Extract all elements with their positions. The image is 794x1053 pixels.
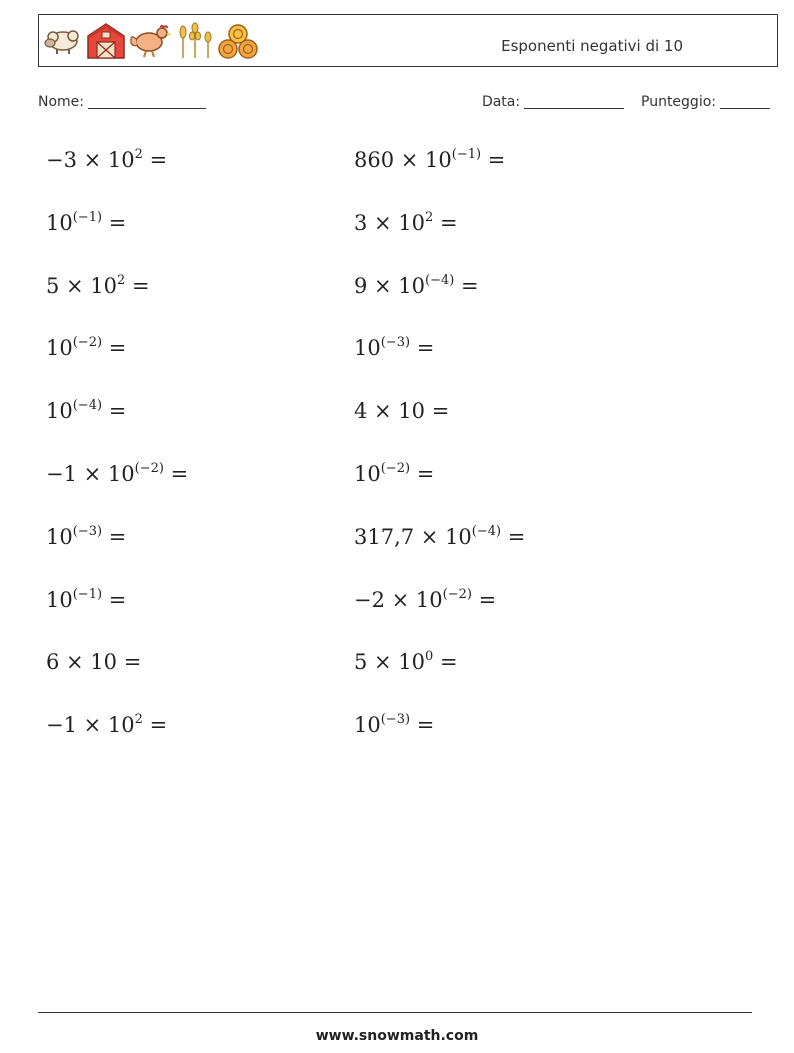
problem-base: 860 × 10 [354,148,452,172]
problem-base: 10 [46,210,73,235]
problem-base: 10 [46,524,73,549]
problem-equals: = [433,210,458,235]
problem-exponent: (−3) [380,335,411,351]
problem-exponent: (−1) [451,147,482,162]
problem-base: 317,7 × 10 [354,524,472,549]
date-blank[interactable] [524,94,624,109]
date-score-fields [482,94,770,110]
problem-exponent: (−2) [134,461,164,476]
problem-item [46,525,126,549]
problem-base: 4 × 10 [354,399,426,424]
problem-exponent: 2 [134,712,143,728]
problem-exponent: (−4) [72,398,103,414]
problem-equals: = [102,210,127,235]
problem-equals: = [142,713,168,738]
problem-exponent: (−2) [442,586,472,602]
problem-item [46,713,167,737]
problem-item [46,148,167,172]
name-blank[interactable] [88,94,206,109]
problem-exponent: (−3) [72,523,103,539]
problem-exponent: (−4) [425,272,455,288]
wheat-icon [175,22,215,60]
problem-exponent: (−1) [72,209,103,225]
problem-equals: = [142,148,168,172]
problem-exponent: 2 [117,272,126,288]
problem-equals: = [117,650,142,675]
problem-equals: = [163,462,189,486]
name-label: Nome: [38,94,85,110]
problem-base: 5 × 10 [46,273,118,298]
problem-item [46,399,126,423]
problem-item [354,650,458,674]
problem-equals: = [102,336,127,361]
score-blank[interactable] [720,94,770,109]
problem-item [354,211,458,235]
hay-bales-icon [217,22,259,60]
header-icons [43,21,259,61]
problem-item [354,336,434,360]
problem-item [46,336,126,360]
problem-equals: = [102,524,127,549]
problem-equals: = [125,273,150,298]
problem-equals: = [433,650,458,675]
problem-base: 6 × 10 [46,650,118,675]
problem-equals: = [410,336,435,361]
worksheet-title: Esponenti negativi di 10 [501,37,683,55]
date-label: Data: [481,94,521,110]
problem-base: 10 [46,336,73,361]
problem-item [354,399,449,423]
worksheet-header [38,14,778,67]
problem-exponent: 2 [134,147,143,162]
footer-divider [38,1012,752,1013]
problem-base: −2 × 10 [354,587,443,612]
problem-exponent: 2 [425,209,434,225]
problem-exponent: (−3) [380,712,411,728]
problem-base: −1 × 10 [46,462,135,486]
problem-equals: = [471,587,497,612]
problem-equals: = [425,399,450,424]
problem-item [354,588,496,612]
problem-item [354,462,434,486]
score-label: Punteggio: [641,94,716,110]
problem-equals: = [501,524,526,549]
name-field [38,94,206,110]
problem-item [46,462,188,486]
problem-base: 10 [354,713,381,738]
problem-exponent: (−4) [471,523,502,539]
problem-item [354,713,434,737]
problem-equals: = [410,713,435,738]
problem-item [46,274,150,298]
problem-item [46,650,141,674]
problem-base: −1 × 10 [46,713,135,738]
problem-item [354,274,479,298]
problem-base: 3 × 10 [354,210,426,235]
problem-base: 10 [354,462,381,486]
sheep-icon [43,25,83,57]
problem-base: −3 × 10 [46,148,135,172]
problem-equals: = [454,273,479,298]
problem-equals: = [102,587,127,612]
barn-icon [85,22,127,60]
problem-base: 10 [354,336,381,361]
problem-base: 9 × 10 [354,273,426,298]
problem-exponent: (−1) [72,586,103,602]
problem-base: 5 × 10 [354,650,426,675]
problem-base: 10 [46,399,73,424]
problem-item [46,211,126,235]
problem-item [354,525,525,549]
footer-url: www.snowmath.com [315,1028,479,1044]
problem-equals: = [481,148,506,172]
problem-exponent: (−2) [72,335,103,351]
problem-exponent: (−2) [380,461,411,476]
problem-item [46,588,126,612]
hen-icon [129,23,173,59]
problem-base: 10 [46,587,73,612]
problem-item [354,148,505,172]
problem-equals: = [102,399,127,424]
problem-equals: = [410,462,435,486]
problem-exponent: 0 [425,649,434,665]
